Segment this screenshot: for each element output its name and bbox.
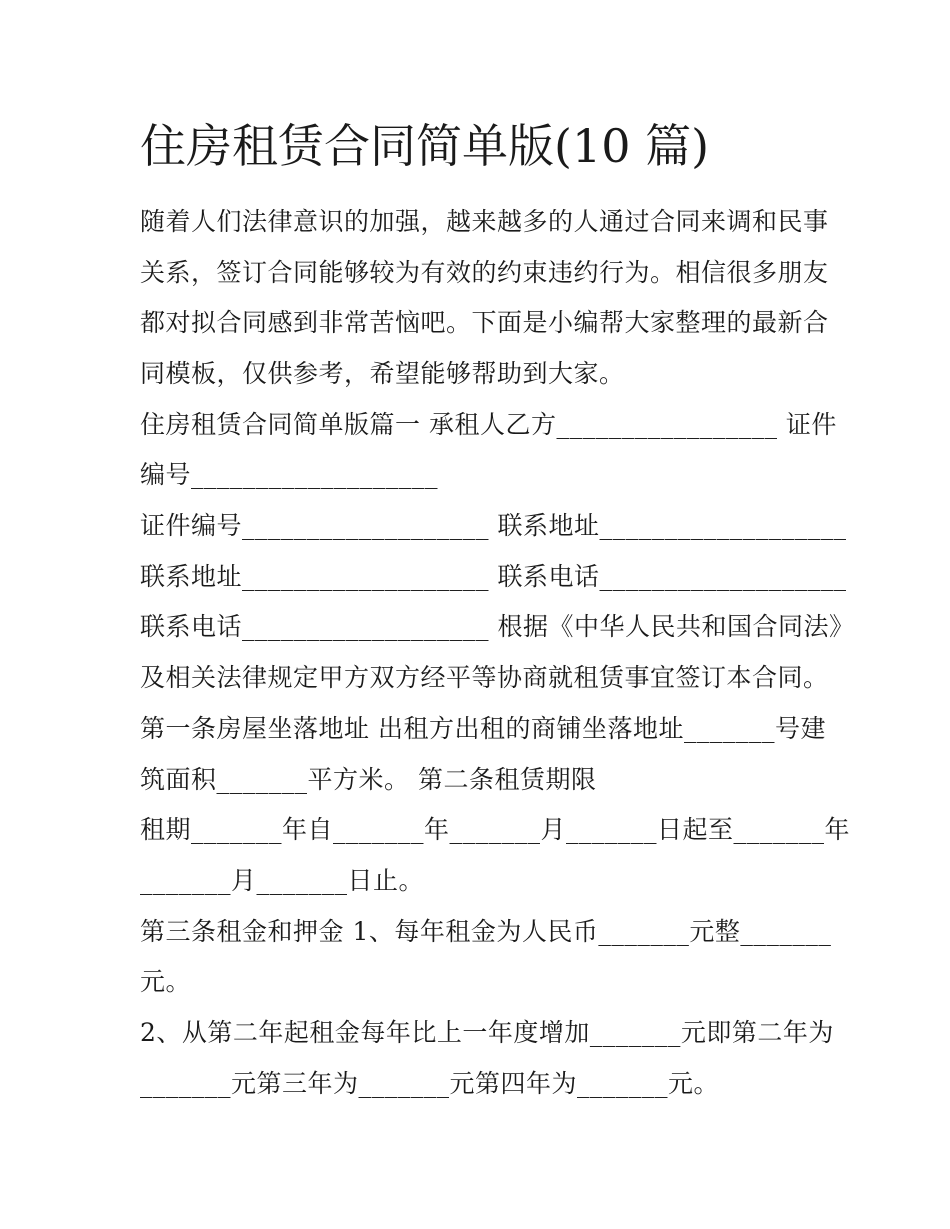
paragraph-line: 证件编号___________________ 联系地址___________________ xyxy=(140,511,847,540)
paragraph-line: 元。 xyxy=(140,967,192,996)
paragraph-line: 2、从第二年起租金每年比上一年度增加_______元即第二年为 xyxy=(140,1018,834,1047)
paragraph-line: 第三条租金和押金 1、每年租金为人民币_______元整_______ xyxy=(140,917,832,946)
paragraph-line: 住房租赁合同简单版篇一 承租人乙方_________________ 证件 xyxy=(140,410,837,439)
paragraph-line: 及相关法律规定甲方双方经平等协商就租赁事宜签订本合同。 xyxy=(140,663,829,692)
paragraph-line: _______月_______日止。 xyxy=(140,866,425,895)
paragraph-line: 都对拟合同感到非常苦恼吧。下面是小编帮大家整理的最新合 xyxy=(140,308,829,337)
document-title: 住房租赁合同简单版(10 篇) xyxy=(140,119,710,173)
paragraph-line: 联系地址___________________ 联系电话___________________ xyxy=(140,562,847,591)
paragraph-line: 联系电话___________________ 根据《中华人民共和国合同法》 xyxy=(140,612,855,641)
paragraph-line: 第一条房屋坐落地址 出租方出租的商铺坐落地址_______号建 xyxy=(140,714,826,743)
paragraph-line: 筑面积_______平方米。 第二条租赁期限 xyxy=(140,765,597,794)
paragraph-line: 编号___________________ xyxy=(140,460,439,489)
paragraph-line: 随着人们法律意识的加强，越来越多的人通过合同来调和民事 xyxy=(140,207,829,236)
paragraph-line: 关系，签订合同能够较为有效的约束违约行为。相信很多朋友 xyxy=(140,258,829,287)
paragraph-line: 租期_______年自_______年_______月_______日起至_______年 xyxy=(140,815,851,844)
paragraph-line: _______元第三年为_______元第四年为_______元。 xyxy=(140,1069,720,1098)
paragraph-line: 同模板，仅供参考，希望能够帮助到大家。 xyxy=(140,359,625,388)
